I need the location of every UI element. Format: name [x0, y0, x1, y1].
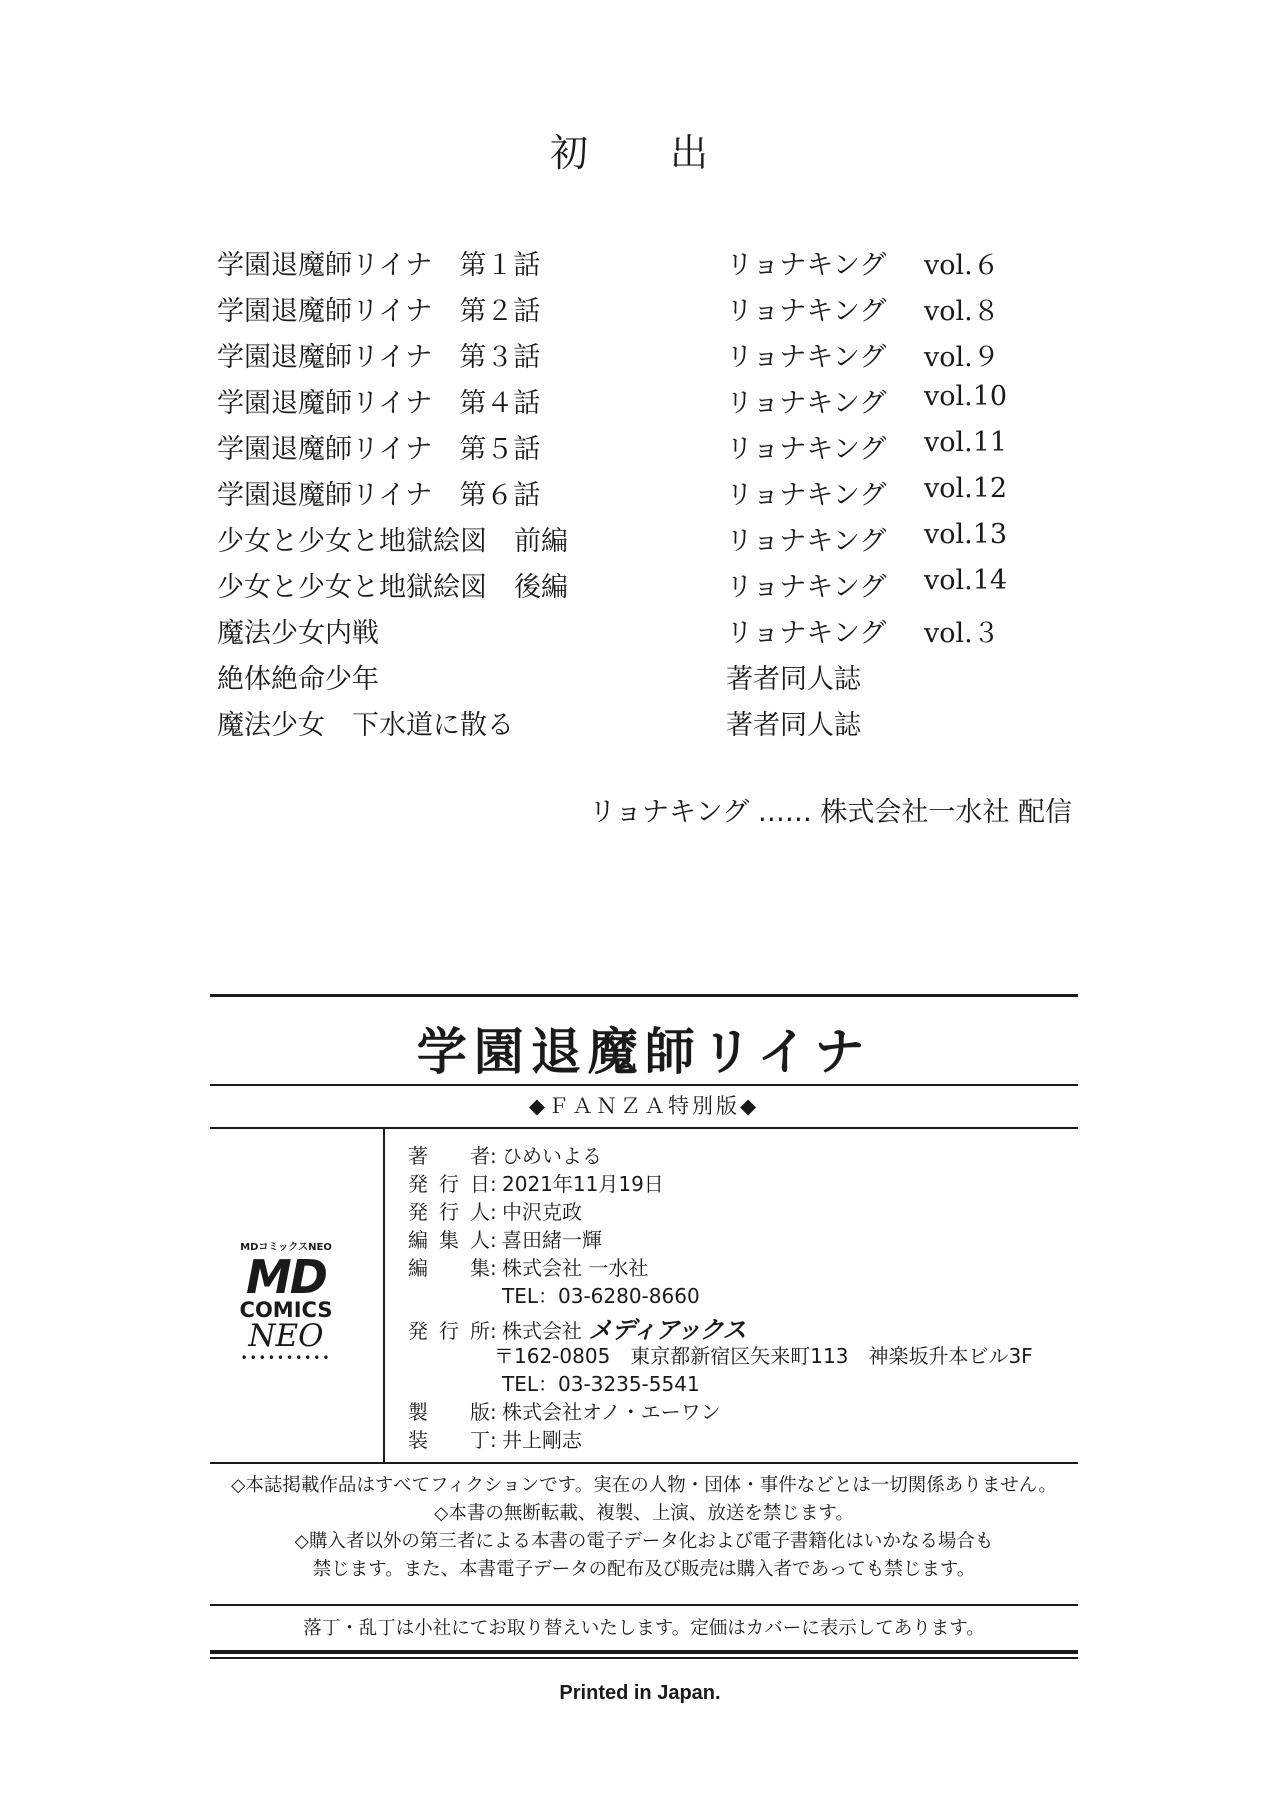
source-row [0, 427, 1280, 473]
colophon-editing-row: 編集: 株式会社 一水社 [408, 1252, 648, 1280]
source-magazine: リョナキング [726, 618, 887, 649]
source-magazine: リョナキング [726, 434, 887, 465]
date-value: 2021年11月19日 [502, 1172, 664, 1196]
md-comics-neo-logo [226, 1238, 346, 1365]
publisher-label: 発行所 [408, 1319, 490, 1343]
source-row [0, 381, 1280, 427]
source-volume: vol.９ [924, 342, 1000, 373]
edition-label: ◆ＦＡＮＺＡ特別版◆ [528, 1094, 760, 1118]
editing-label: 編集 [408, 1256, 490, 1280]
publisher-address: 〒162-0805 東京都新宿区矢来町113 神楽坂升本ビル3F [494, 1344, 1033, 1368]
source-magazine: 著者同人誌 [726, 664, 861, 695]
source-title: 魔法少女内戦 [217, 618, 379, 649]
publisher-name: メディアックス [588, 1316, 746, 1344]
source-title: 学園退魔師リイナ 第２話 [217, 296, 541, 327]
plate-value: 株式会社オノ・エーワン [502, 1400, 721, 1424]
logo-neo-text: NEO [248, 1318, 324, 1354]
divider [210, 1657, 1078, 1659]
legal-note: 禁じます。また、本書電子データの配布及び販売は購入者であっても禁じます。 [312, 1559, 976, 1580]
source-magazine: リョナキング [726, 526, 887, 557]
source-volume: vol.10 [924, 381, 1008, 412]
source-volume: vol.14 [924, 565, 1008, 596]
colophon-binding-row: 装丁: 井上剛志 [408, 1424, 582, 1452]
source-magazine: リョナキング [726, 250, 887, 281]
logo-md-text: MD [246, 1250, 326, 1304]
colophon-publisher-person-row: 発行人: 中沢克政 [408, 1196, 582, 1224]
divider [210, 1462, 1078, 1464]
book-title: 学園退魔師リイナ [416, 1023, 872, 1081]
source-title: 少女と少女と地獄絵図 後編 [217, 572, 568, 603]
author-value: ひめいよる [502, 1144, 602, 1168]
source-title: 学園退魔師リイナ 第５話 [217, 434, 541, 465]
replacement-note: 落丁・乱丁は小社にてお取り替えいたします。定価はカバーに表示してあります。 [303, 1618, 985, 1639]
printed-in-japan: Printed in Japan. [559, 1682, 721, 1704]
divider [210, 1650, 1078, 1654]
source-title: 学園退魔師リイナ 第６話 [217, 480, 541, 511]
legal-note: ◇本書の無断転載、複製、上演、放送を禁じます。 [434, 1503, 854, 1524]
source-volume: vol.８ [924, 296, 1000, 327]
source-magazine: リョナキング [726, 388, 887, 419]
publisher-prefix: 株式会社 [502, 1319, 582, 1343]
source-row [0, 473, 1280, 519]
plate-label: 製版 [408, 1400, 490, 1424]
editing-tel: TEL：03-6280-8660 [502, 1284, 700, 1308]
source-title: 少女と少女と地獄絵図 前編 [217, 526, 568, 557]
source-row [0, 657, 1280, 703]
source-title: 絶体絶命少年 [217, 664, 379, 695]
source-volume: vol.13 [924, 519, 1008, 550]
first-appearance-heading: 初 出 [549, 131, 730, 175]
source-row [0, 289, 1280, 335]
source-title: 魔法少女 下水道に散る [217, 710, 514, 741]
source-volume: vol.３ [924, 618, 1000, 649]
editing-value: 株式会社 一水社 [502, 1256, 649, 1280]
source-magazine: リョナキング [726, 296, 887, 327]
source-magazine: 著者同人誌 [726, 710, 861, 741]
date-label: 発行日 [408, 1172, 490, 1196]
source-volume: vol.11 [924, 427, 1008, 458]
source-row [0, 703, 1280, 749]
divider [210, 1084, 1078, 1086]
source-title: 学園退魔師リイナ 第３話 [217, 342, 541, 373]
source-magazine: リョナキング [726, 342, 887, 373]
source-row [0, 565, 1280, 611]
binding-value: 井上剛志 [502, 1428, 582, 1452]
publisher-tel: TEL：03-3235-5541 [502, 1372, 700, 1396]
editor-person-label: 編集人 [408, 1228, 490, 1252]
source-volume: vol.６ [924, 250, 1000, 281]
logo-small-text: MDコミックスNEO [240, 1242, 332, 1253]
source-magazine: リョナキング [726, 572, 887, 603]
logo-dots: •••••••••• [240, 1351, 332, 1365]
source-row [0, 335, 1280, 381]
colophon-editor-person-row: 編集人: 喜田緒一輝 [408, 1224, 602, 1252]
source-title: 学園退魔師リイナ 第１話 [217, 250, 541, 281]
legal-notes [210, 1472, 1078, 1584]
legal-note: ◇本誌掲載作品はすべてフィクションです。実在の人物・団体・事件などとは一切関係ありません。 [231, 1475, 1057, 1496]
colophon-plate-row: 製版: 株式会社オノ・エーワン [408, 1396, 721, 1424]
editor-person-value: 喜田緒一輝 [502, 1228, 602, 1252]
colophon-publisher-row: 発行所: 株式会社 メディアックス [408, 1316, 746, 1344]
divider [210, 1127, 1078, 1129]
source-title: 学園退魔師リイナ 第４話 [217, 388, 541, 419]
divider [210, 1604, 1078, 1606]
distribution-note: リョナキング …… 株式会社一水社 配信 [588, 797, 1072, 828]
source-magazine: リョナキング [726, 480, 887, 511]
publisher-person-value: 中沢克政 [502, 1200, 582, 1224]
colophon-date-row: 発行日: 2021年11月19日 [408, 1168, 664, 1196]
source-row [0, 243, 1280, 289]
divider [210, 994, 1078, 997]
binding-label: 装丁 [408, 1428, 490, 1452]
publisher-person-label: 発行人 [408, 1200, 490, 1224]
source-row [0, 611, 1280, 657]
legal-note: ◇購入者以外の第三者による本書の電子データ化および電子書籍化はいかなる場合も [294, 1531, 994, 1552]
colophon-vertical-divider [383, 1129, 385, 1462]
logo-comics-text: COMICS [239, 1298, 333, 1322]
colophon-author-row: 著者: ひめいよる [408, 1140, 602, 1168]
author-label: 著者 [408, 1144, 490, 1168]
source-row [0, 519, 1280, 565]
source-volume: vol.12 [924, 473, 1008, 504]
